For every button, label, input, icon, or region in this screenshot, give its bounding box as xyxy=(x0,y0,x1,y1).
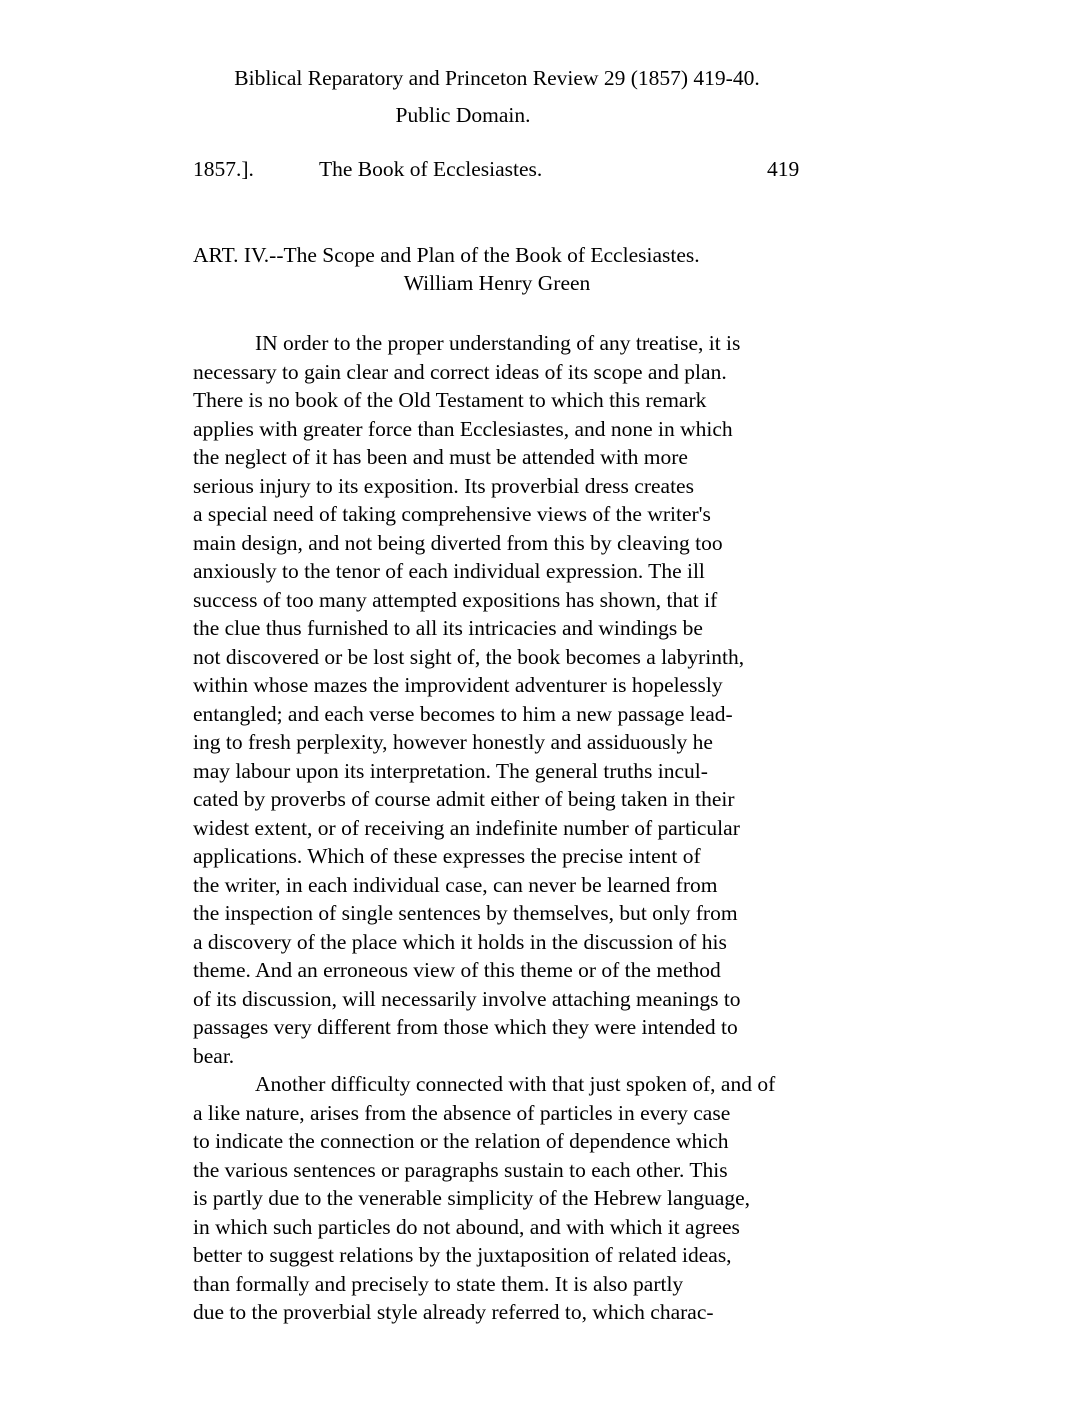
text-line: the clue thus furnished to all its intricacies and windings be xyxy=(193,616,703,640)
text-line: due to the proverbial style already referred to, which charac- xyxy=(193,1300,714,1324)
text-line: There is no book of the Old Testament to which this remark xyxy=(193,388,707,412)
text-line: theme. And an erroneous view of this theme or of the method xyxy=(193,958,721,982)
text-line: in which such particles do not abound, and with which it agrees xyxy=(193,1214,740,1239)
text-line: applies with greater force than Ecclesiastes, and none in which xyxy=(193,416,733,441)
running-head-year: 1857.]. xyxy=(193,157,254,181)
text-line: Another difficulty connected with that just spoken of, and of xyxy=(255,1072,776,1096)
text-line: entangled; and each verse becomes to him a new passage lead- xyxy=(193,701,733,726)
text-line: a special need of taking comprehensive views of the writer's xyxy=(193,502,711,526)
text-line: is partly due to the venerable simplicity of the Hebrew language, xyxy=(193,1186,751,1210)
text-line: necessary to gain clear and correct ideas of its scope and plan. xyxy=(193,359,727,384)
text-line: cated by proverbs of course admit either of being taken in their xyxy=(193,787,735,811)
text-line: a like nature, arises from the absence of particles in every case xyxy=(193,1100,731,1125)
running-head-title: The Book of Ecclesiastes. xyxy=(319,157,543,181)
running-head xyxy=(193,157,853,187)
article-title: ART. IV.--The Scope and Plan of the Book of Ecclesiastes. xyxy=(193,243,700,267)
text-line: within whose mazes the improvident adventurer is hopelessly xyxy=(193,673,723,697)
text-line: main design, and not being diverted from this by cleaving too xyxy=(193,530,723,555)
article-body xyxy=(193,329,893,1327)
text-line: the inspection of single sentences by themselves, but only from xyxy=(193,901,738,925)
text-line: passages very different from those which they were intended to xyxy=(193,1015,738,1039)
running-head-page-number: 419 xyxy=(767,157,800,181)
text-line: than formally and precisely to state them. It is also partly xyxy=(193,1271,684,1296)
text-line: not discovered or be lost sight of, the book becomes a labyrinth, xyxy=(193,644,745,669)
text-line: the neglect of it has been and must be attended with more xyxy=(193,445,688,469)
article-author: William Henry Green xyxy=(403,271,591,295)
text-line: of its discussion, will necessarily involve attaching meanings to xyxy=(193,986,741,1011)
text-line: the writer, in each individual case, can never be learned from xyxy=(193,872,718,897)
text-line: to indicate the connection or the relation of dependence which xyxy=(193,1129,729,1153)
license-line: Public Domain. xyxy=(395,103,531,127)
text-line: widest extent, or of receiving an indefinite number of particular xyxy=(193,815,740,840)
text-line: success of too many attempted expositions has shown, that if xyxy=(193,587,718,612)
text-line: ing to fresh perplexity, however honestly and assiduously he xyxy=(193,730,713,754)
text-line: IN order to the proper understanding of any treatise, it is xyxy=(255,331,741,355)
text-line: applications. Which of these expresses the precise intent of xyxy=(193,844,701,868)
text-line: the various sentences or paragraphs sustain to each other. This xyxy=(193,1157,728,1182)
text-line: may labour upon its interpretation. The general truths incul- xyxy=(193,758,708,783)
text-line: a discovery of the place which it holds in the discussion of his xyxy=(193,929,727,954)
source-citation: Biblical Reparatory and Princeton Review 29 (1857) 419-40. xyxy=(234,66,760,90)
text-line: bear. xyxy=(193,1043,235,1068)
text-line: better to suggest relations by the juxtaposition of related ideas, xyxy=(193,1243,732,1267)
text-line: serious injury to its exposition. Its proverbial dress creates xyxy=(193,473,694,498)
text-line: anxiously to the tenor of each individual expression. The ill xyxy=(193,559,705,583)
